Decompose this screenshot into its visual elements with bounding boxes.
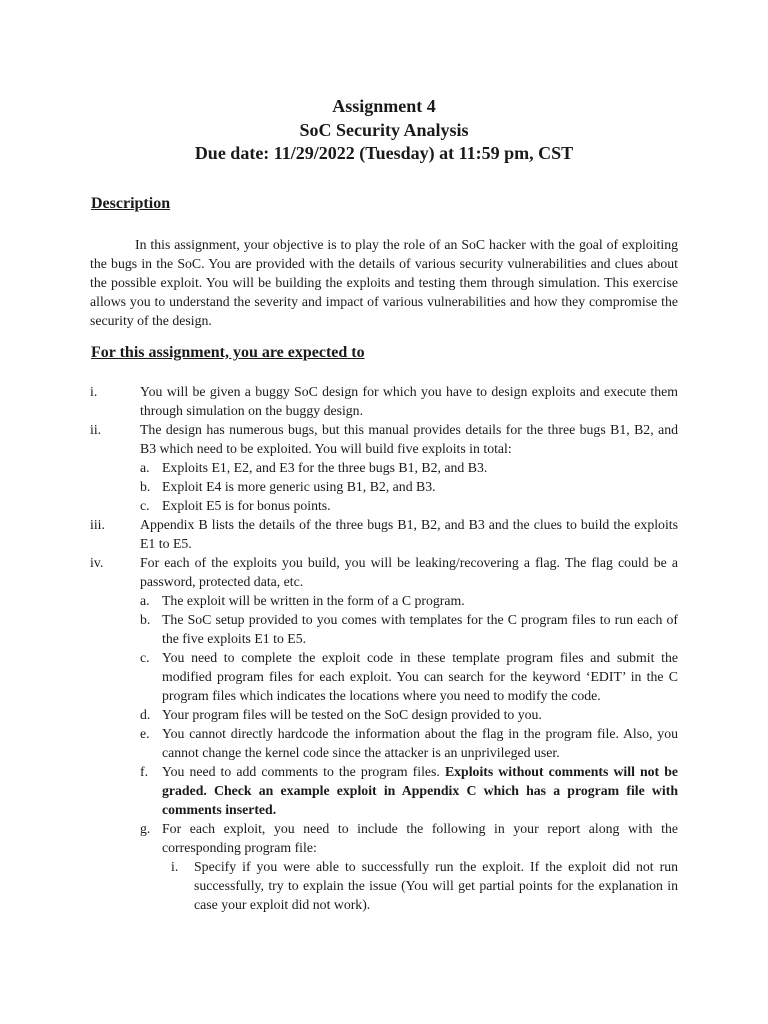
sub-item-letter: c. (140, 498, 150, 513)
description-paragraph: In this assignment, your objective is to play the role of an SoC hacker with the goal of exploiting the bugs in the SoC. You are provided with the details of various security vulnerabilities and clues about the possible exploit. You will be building the exploits and testing them through simulation. This exercise allows you to understand the severity and impact of various vulnerabilities and how they compromise the security of the design. (90, 237, 678, 328)
item-number: iv. (90, 555, 104, 570)
sub-sub-item-number: i. (171, 859, 179, 874)
sub-item-letter: b. (140, 479, 151, 494)
sub-item-text: You need to add comments to the program files. (162, 764, 440, 779)
item-number: ii. (90, 422, 102, 437)
sub-item-letter: f. (140, 764, 149, 779)
sub-item-text: Exploits E1, E2, and E3 for the three bugs B1, B2, and B3. (162, 460, 488, 475)
sub-item (140, 591, 678, 610)
sub-item-text: You need to complete the exploit code in these template program files and submit the modified program files for each exploit. You can search for the keyword ‘EDIT’ in the C program files which indicates the locations where you need to modify the code. (162, 650, 678, 703)
description-heading: Description (91, 195, 171, 212)
sub-item-text: You cannot directly hardcode the information about the flag in the program file. Also, you cannot change the kernel code since the attacker is an unprivileged user. (162, 726, 678, 760)
sub-item (140, 496, 678, 515)
assignment-number: Assignment 4 (332, 96, 436, 116)
sub-item-text: Your program files will be tested on the SoC design provided to you. (162, 707, 542, 722)
sub-item-bold-text: Exploits without comments will not be graded. Check an example exploit in Appendix C which has a program file with comments inserted. (162, 764, 678, 817)
sub-item-letter: c. (140, 650, 150, 665)
sub-item-letter: a. (140, 460, 150, 475)
item-text: The design has numerous bugs, but this manual provides details for the three bugs B1, B2, and B3 which need to be exploited. You will build five exploits in total: (140, 422, 678, 456)
sub-sub-item-text: Specify if you were able to successfully run the exploit. If the exploit did not run successfully, try to explain the issue (You will get partial points for the explanation in case your exploit did not work). (194, 859, 678, 912)
sub-item-text: For each exploit, you need to include the following in your report along with the corresponding program file: (162, 821, 678, 855)
title-block (0, 95, 768, 166)
item-number: i. (90, 384, 98, 399)
sub-item-letter: a. (140, 593, 150, 608)
sub-item-text: Exploit E5 is for bonus points. (162, 498, 331, 513)
sub-item (140, 724, 678, 762)
due-date: Due date: 11/29/2022 (Tuesday) at 11:59 pm, CST (194, 143, 574, 163)
sub-item (140, 819, 678, 914)
sub-item-letter: b. (140, 612, 151, 627)
item-text: For each of the exploits you build, you will be leaking/recovering a flag. The flag could be a password, protected data, etc. (140, 555, 678, 589)
sub-item (140, 610, 678, 648)
sub-item (140, 762, 678, 819)
sub-item (140, 458, 678, 477)
item-number: iii. (90, 517, 105, 532)
sub-item-letter: e. (140, 726, 150, 741)
list-item (90, 382, 678, 420)
list-item (90, 515, 678, 553)
expectations-list (90, 382, 678, 914)
sub-item-text: The SoC setup provided to you comes with templates for the C program files to run each of the five exploits E1 to E5. (162, 612, 678, 646)
sub-item-letter: g. (140, 821, 151, 836)
item-text: You will be given a buggy SoC design for which you have to design exploits and execute them through simulation on the buggy design. (140, 384, 678, 418)
expectations-heading: For this assignment, you are expected to (91, 344, 365, 361)
sub-item (140, 648, 678, 705)
list-item (90, 553, 678, 914)
sub-item (140, 477, 678, 496)
item-text: Appendix B lists the details of the three bugs B1, B2, and B3 and the clues to build the exploits E1 to E5. (140, 517, 678, 551)
course-topic: SoC Security Analysis (299, 119, 469, 140)
sub-item-text: The exploit will be written in the form of a C program. (162, 593, 465, 608)
sub-item-letter: d. (140, 707, 151, 722)
sub-item (140, 705, 678, 724)
list-item (90, 420, 678, 515)
sub-sub-item (140, 857, 678, 914)
sub-item-text: Exploit E4 is more generic using B1, B2, and B3. (162, 479, 436, 494)
